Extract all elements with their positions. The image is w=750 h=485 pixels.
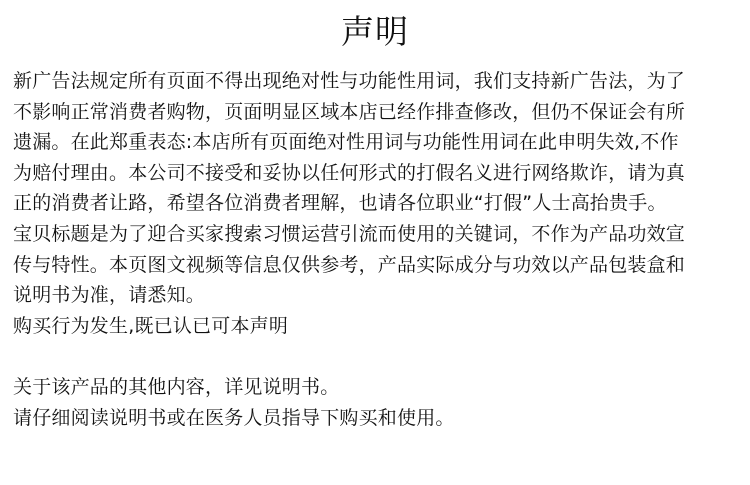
instructions-line: 关于该产品的其他内容，详见说明书。 xyxy=(13,375,340,398)
statement-line: 说明书为准，请悉知。 xyxy=(13,284,206,307)
acceptance-line: 购买行为发生,既已认已可本声明 xyxy=(13,314,289,337)
statement-line: 为赔付理由。本公司不接受和妥协以任何形式的打假名义进行网络欺诈，请为真 xyxy=(13,161,686,184)
statement-line: 正的消费者让路，希望各位消费者理解，也请各位职业“打假”人士高抬贵手。 xyxy=(13,192,667,215)
instructions-line: 请仔细阅读说明书或在医务人员指导下购买和使用。 xyxy=(13,406,455,429)
statement-body xyxy=(13,66,739,433)
page-title: 声明 xyxy=(341,12,409,51)
statement-line: 传与特性。本页图文视频等信息仅供参考，产品实际成分与功效以产品包装盒和 xyxy=(13,253,686,276)
statement-line: 新广告法规定所有页面不得出现绝对性与功能性用词，我们支持新广告法，为了 xyxy=(13,70,686,92)
statement-line: 宝贝标题是为了迎合买家搜索习惯运营引流而使用的关键词，不作为产品功效宣 xyxy=(13,222,686,245)
statement-line: 遗漏。在此郑重表态:本店所有页面绝对性用词与功能性用词在此申明失效,不作 xyxy=(13,131,679,154)
paragraph-gap xyxy=(13,341,739,372)
statement-line: 不影响正常消费者购物，页面明显区域本店已经作排查修改，但仍不保证会有所 xyxy=(13,100,686,123)
